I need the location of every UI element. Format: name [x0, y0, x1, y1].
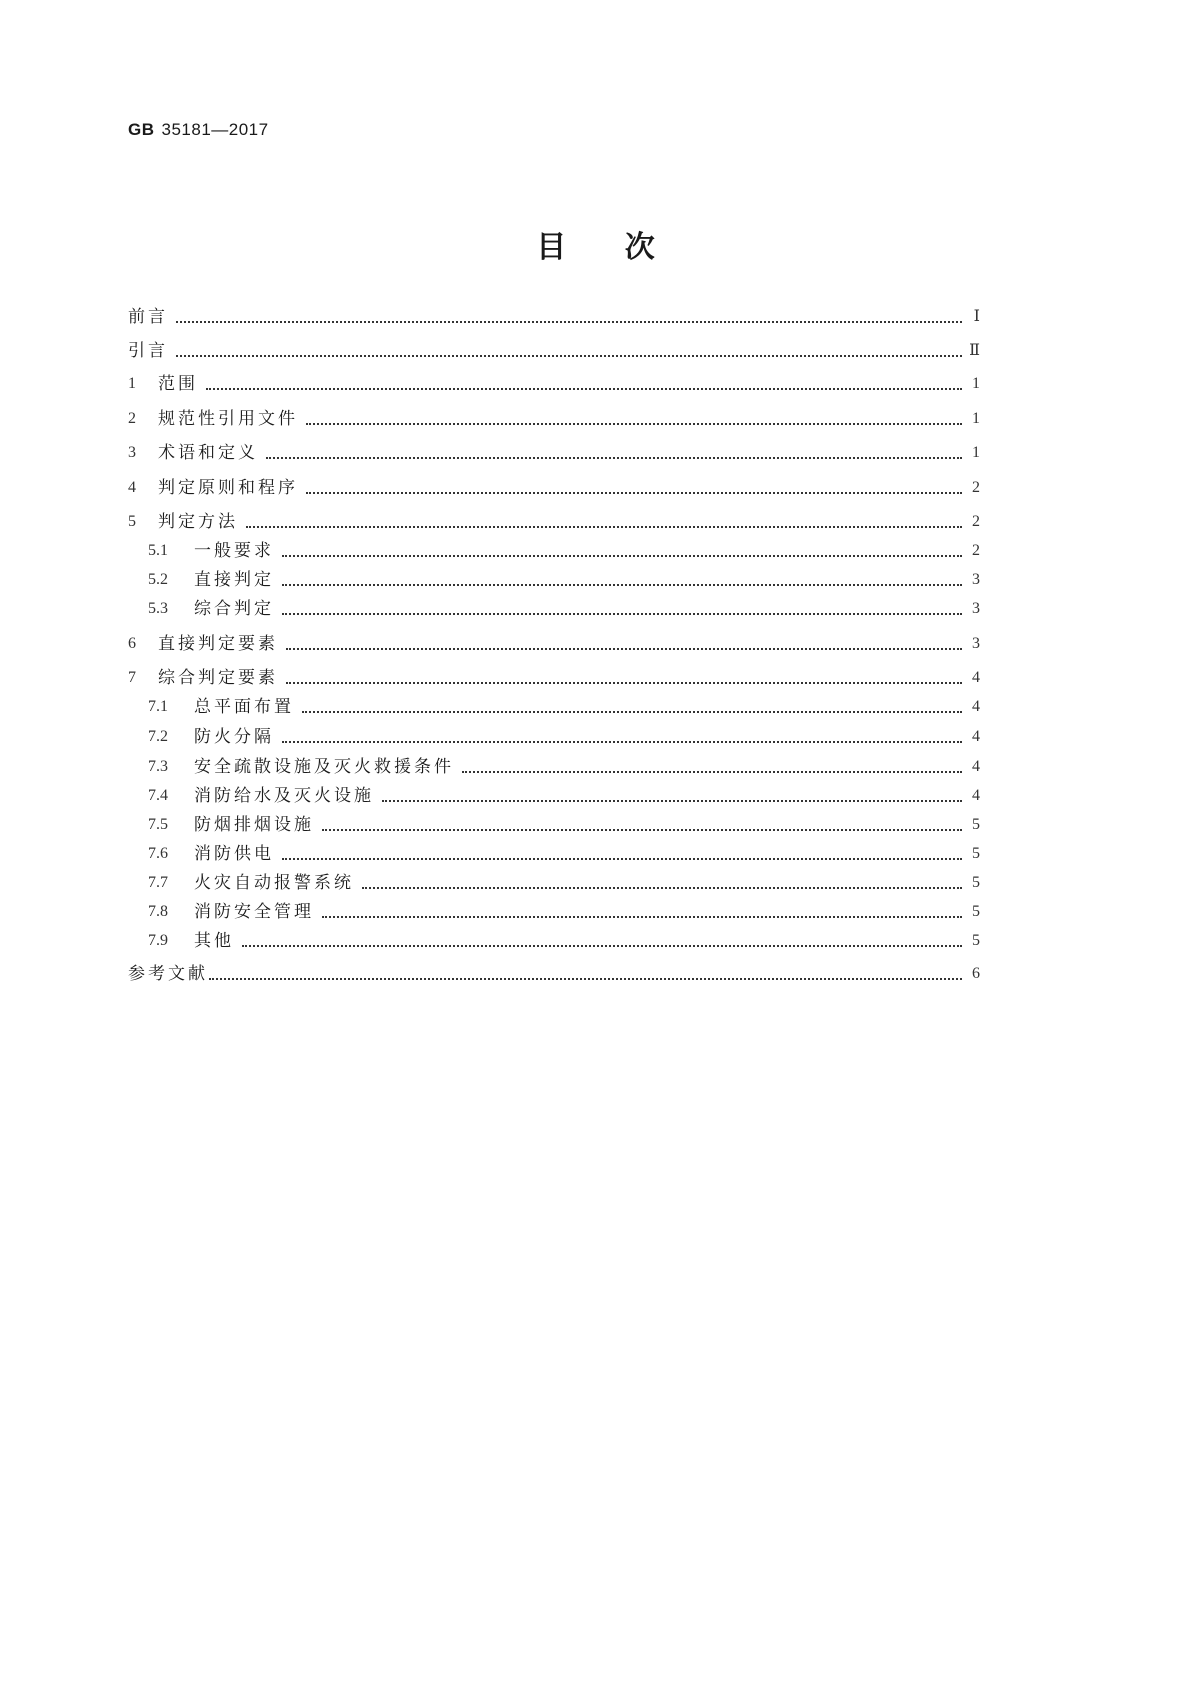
toc-entry-label: 其他: [194, 931, 234, 951]
toc-entry-number: 7.1: [148, 698, 168, 715]
toc-entry-introduction[interactable]: [128, 339, 980, 363]
toc-entry-label: 规范性引用文件: [158, 409, 298, 429]
toc-entry-page: 5: [972, 903, 980, 920]
toc-entry-page: 3: [972, 635, 980, 652]
toc-entry-label: 前言: [128, 307, 168, 327]
toc-entry-page: Ⅱ: [969, 342, 980, 359]
toc-entry-number: 7.5: [148, 816, 168, 833]
toc-entry-label: 直接判定: [194, 570, 274, 590]
toc-leader-dots: [282, 584, 962, 586]
toc-entry-7-2[interactable]: [148, 725, 980, 749]
standard-prefix: GB: [128, 120, 155, 139]
toc-leader-dots: [266, 457, 962, 459]
toc-entry-number: 7.3: [148, 758, 168, 775]
toc-entry-5-3[interactable]: [148, 597, 980, 621]
toc-entry-page: 1: [972, 444, 980, 461]
toc-entry-label: 引言: [128, 341, 168, 361]
toc-entry-page: 5: [972, 845, 980, 862]
toc-entry-label: 火灾自动报警系统: [194, 873, 354, 893]
toc-entry-number: 6: [128, 635, 136, 652]
toc-entry-label: 消防安全管理: [194, 902, 314, 922]
toc-entry-5-1[interactable]: [148, 539, 980, 563]
toc-leader-dots: [176, 321, 962, 323]
toc-entry-number: 5: [128, 513, 136, 530]
toc-entry-label: 防烟排烟设施: [194, 815, 314, 835]
toc-entry-page: 3: [972, 571, 980, 588]
toc-leader-dots: [209, 978, 962, 980]
toc-entry-foreword[interactable]: [128, 305, 980, 329]
toc-entry-page: 2: [972, 542, 980, 559]
toc-entry-page: 2: [972, 479, 980, 496]
toc-leader-dots: [286, 648, 962, 650]
toc-leader-dots: [282, 613, 962, 615]
toc-leader-dots: [322, 829, 962, 831]
toc-entry-number: 5.3: [148, 600, 168, 617]
toc-entry-number: 4: [128, 479, 136, 496]
toc-entry-label: 判定原则和程序: [158, 478, 298, 498]
toc-entry-page: 4: [972, 758, 980, 775]
toc-entry-label: 综合判定: [194, 599, 274, 619]
toc-entry-number: 7.6: [148, 845, 168, 862]
toc-entry-7-9[interactable]: [148, 929, 980, 953]
toc-entry-label: 判定方法: [158, 512, 238, 532]
toc-entry-number: 7: [128, 669, 136, 686]
toc-leader-dots: [362, 887, 962, 889]
toc-entry-number: 7.2: [148, 728, 168, 745]
toc-entry-label: 直接判定要素: [158, 634, 278, 654]
toc-entry-7-6[interactable]: [148, 842, 980, 866]
toc-entry-number: 7.7: [148, 874, 168, 891]
toc-entry-7-8[interactable]: [148, 900, 980, 924]
standard-code: [128, 120, 269, 140]
toc-leader-dots: [462, 771, 962, 773]
toc-leader-dots: [306, 423, 962, 425]
toc-entry-number: 3: [128, 444, 136, 461]
toc-entry-number: 5.2: [148, 571, 168, 588]
toc-entry-number: 2: [128, 410, 136, 427]
toc-entry-label: 消防给水及灭火设施: [194, 786, 374, 806]
toc-leader-dots: [382, 800, 962, 802]
standard-number: 35181—2017: [161, 120, 269, 139]
toc-entry-number: 5.1: [148, 542, 168, 559]
toc-entry-bibliography[interactable]: [128, 962, 980, 986]
toc-entry-label: 一般要求: [194, 541, 274, 561]
toc-entry-page: 5: [972, 874, 980, 891]
toc-entry-page: 3: [972, 600, 980, 617]
toc-leader-dots: [282, 555, 962, 557]
toc-leader-dots: [206, 388, 962, 390]
toc-entry-7-3[interactable]: [148, 755, 980, 779]
toc-entry-6[interactable]: [128, 632, 980, 656]
toc-leader-dots: [286, 682, 962, 684]
toc-entry-page: 4: [972, 698, 980, 715]
toc-entry-2[interactable]: [128, 407, 980, 431]
toc-entry-page: 2: [972, 513, 980, 530]
toc-entry-7-7[interactable]: [148, 871, 980, 895]
toc-entry-page: Ⅰ: [973, 308, 980, 325]
toc-entry-page: 6: [972, 965, 980, 982]
toc-entry-number: 7.9: [148, 932, 168, 949]
toc-leader-dots: [246, 526, 962, 528]
toc-entry-page: 1: [972, 375, 980, 392]
toc-entry-label: 综合判定要素: [158, 668, 278, 688]
toc-entry-7[interactable]: [128, 666, 980, 690]
toc-entry-page: 4: [972, 728, 980, 745]
toc-entry-label: 范围: [158, 374, 198, 394]
toc-entry-label: 防火分隔: [194, 727, 274, 747]
toc-entry-label: 消防供电: [194, 844, 274, 864]
toc-entry-label: 术语和定义: [158, 443, 258, 463]
toc-entry-page: 5: [972, 816, 980, 833]
toc-leader-dots: [282, 858, 962, 860]
toc-entry-5[interactable]: [128, 510, 980, 534]
toc-entry-page: 4: [972, 787, 980, 804]
toc-entry-label: 参考文献: [128, 964, 208, 984]
toc-entry-label: 安全疏散设施及灭火救援条件: [194, 757, 454, 777]
toc-leader-dots: [302, 711, 962, 713]
toc-entry-7-4[interactable]: [148, 784, 980, 808]
toc-entry-number: 7.4: [148, 787, 168, 804]
toc-leader-dots: [282, 741, 962, 743]
toc-entry-4[interactable]: [128, 476, 980, 500]
toc-entry-7-5[interactable]: [148, 813, 980, 837]
page-title: 目 次: [536, 230, 655, 265]
toc-leader-dots: [306, 492, 962, 494]
toc-entry-5-2[interactable]: [148, 568, 980, 592]
toc-entry-3[interactable]: [128, 441, 980, 465]
toc-entry-number: 1: [128, 375, 136, 392]
toc-entry-label: 总平面布置: [194, 697, 294, 717]
toc-entry-number: 7.8: [148, 903, 168, 920]
toc-entry-1[interactable]: [128, 372, 980, 396]
toc-leader-dots: [322, 916, 962, 918]
toc-leader-dots: [242, 945, 962, 947]
toc-entry-page: 5: [972, 932, 980, 949]
toc-leader-dots: [176, 355, 962, 357]
toc-entry-7-1[interactable]: [148, 695, 980, 719]
toc-entry-page: 4: [972, 669, 980, 686]
toc-entry-page: 1: [972, 410, 980, 427]
